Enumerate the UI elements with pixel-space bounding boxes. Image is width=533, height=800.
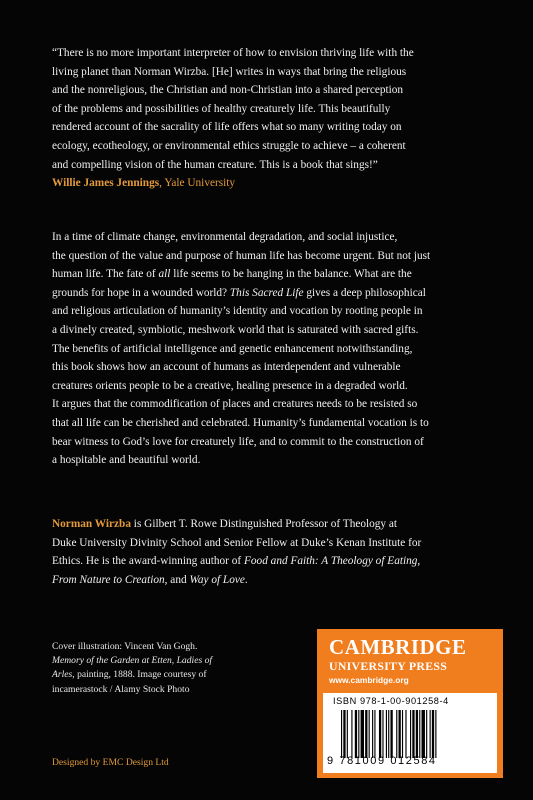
quote-line: living planet than Norman Wirzba. [He] writes in ways that bring the religious (52, 65, 407, 78)
book-title: Food and Faith: A Theology of Eating (244, 555, 418, 568)
quote-line: of the problems and possibilities of healthy creaturely life. This beautifully (52, 102, 391, 115)
blurb-line: this book shows how an account of humans as interdependent and vulnerable (52, 361, 401, 374)
book-title: This Sacred Life (229, 286, 304, 299)
quote-attribution (52, 174, 484, 193)
bio-line (52, 571, 484, 590)
isbn-label: ISBN 978-1-00-901258-4 (333, 696, 449, 706)
endorser-affiliation: , Yale University (159, 177, 236, 190)
quote-line: and compelling vision of the human creature. This is a book that sings!” (52, 158, 378, 171)
painting-title: Memory of the Garden at Etten, Ladies of (52, 655, 213, 667)
blurb-text: life seems to be hanging in the balance. What are the (170, 268, 412, 281)
painting-title: Arles (52, 669, 73, 681)
quote-line: and the nonreligious, the Christian and non-Christian into a shared perception (52, 84, 404, 97)
credit-line (52, 668, 272, 682)
publisher-url: www.cambridge.org (329, 675, 409, 685)
emphasis-all: all (158, 268, 171, 281)
quote-line: ecology, ecotheology, or environmental ethics struggle to achieve – a coherent (52, 139, 406, 152)
blurb-line: In a time of climate change, environmental degradation, and social injustice, (52, 231, 398, 243)
bio-line (52, 552, 484, 571)
bio-line: Duke University Divinity School and Senior Fellow at Duke’s Kenan Institute for (52, 536, 422, 549)
barcode-panel (323, 693, 497, 773)
bio-text: is Gilbert T. Rowe Distinguished Professor of Theology at (130, 518, 398, 530)
bio-text: , and (164, 573, 190, 586)
publisher-panel (317, 629, 503, 778)
quote-line: “There is no more important interpreter of how to envision thriving life with the (52, 47, 414, 59)
author-bio (52, 515, 484, 589)
blurb-line: It argues that the commodification of places and creatures needs to be resisted so (52, 398, 418, 411)
credit-line (52, 654, 272, 668)
blurb-line: that all life can be cherished and celebrated. Humanity’s fundamental vocation is to (52, 416, 429, 429)
endorsement-quote (52, 44, 484, 193)
bio-text: . (244, 573, 248, 586)
book-description (52, 228, 484, 470)
cover-credits (52, 640, 272, 697)
blurb-text: human life. The fate of (52, 268, 159, 281)
credit-text: , painting, 1888. Image courtesy of (72, 669, 207, 681)
designer-credit: Designed by EMC Design Ltd (52, 757, 169, 768)
blurb-line: bear witness to God’s love for creaturely life, and to commit to the construction of (52, 435, 424, 448)
barcode-digits: 9 781009 012584 (327, 755, 437, 767)
blurb-line: a hospitable and beautiful world. (52, 454, 201, 467)
blurb-line: a divinely created, symbiotic, meshwork world that is saturated with sacred gifts. (52, 323, 419, 336)
blurb-line: and religious articulation of humanity’s identity and vocation by rooting people in (52, 305, 423, 318)
publisher-subtitle: UNIVERSITY PRESS (329, 659, 448, 673)
book-title: From Nature to Creation (52, 573, 165, 586)
endorser-name: Willie James Jennings (52, 177, 160, 190)
blurb-line: the question of the value and purpose of human life has become urgent. But not just (52, 249, 431, 262)
blurb-text: grounds for hope in a wounded world? (52, 286, 230, 299)
blurb-line (52, 284, 484, 303)
author-name: Norman Wirzba (52, 518, 131, 530)
publisher-logo: CAMBRIDGE (329, 635, 467, 659)
barcode-icon (341, 710, 491, 758)
credit-line: incamerastock / Alamy Stock Photo (52, 683, 190, 695)
blurb-line (52, 265, 484, 284)
bio-text: Ethics. He is the award-winning author of (52, 555, 244, 568)
blurb-line: The benefits of artificial intelligence and genetic enhancement notwithstanding, (52, 342, 413, 355)
book-title: Way of Love (189, 573, 245, 586)
bio-line (52, 515, 484, 534)
quote-line: rendered account of the sacrality of life offers what so many writing today on (52, 121, 402, 134)
bio-text: , (417, 555, 421, 568)
blurb-text: gives a deep philosophical (303, 286, 426, 299)
credit-line: Cover illustration: Vincent Van Gogh. (52, 641, 198, 652)
blurb-line: creatures orients people to be a creative, healing presence in a degraded world. (52, 379, 408, 392)
